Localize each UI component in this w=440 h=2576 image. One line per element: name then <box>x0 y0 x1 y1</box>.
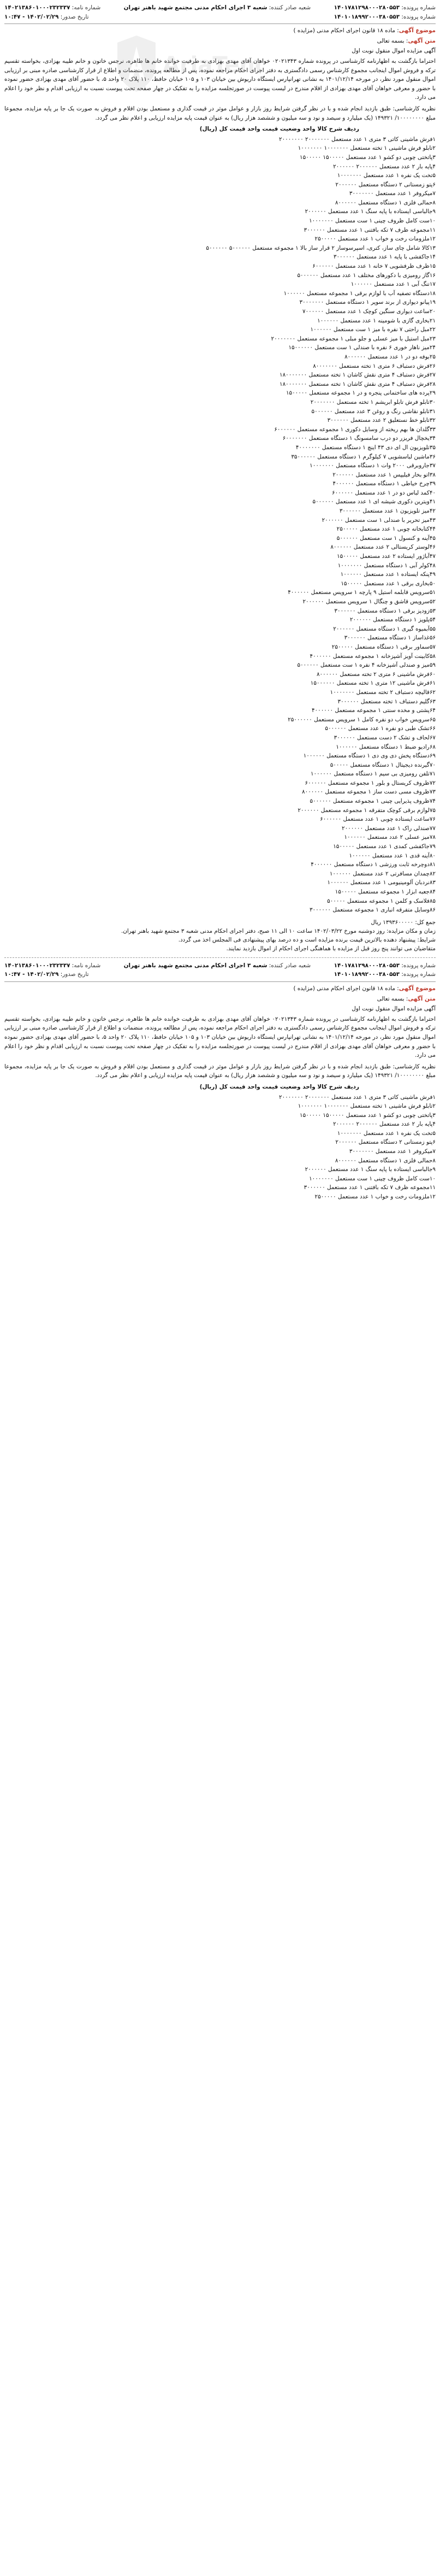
items-list-2 <box>4 1093 436 1202</box>
item-row: ۸حمالی فلزی ۱ دستگاه مستعمل ۸۰۰۰۰۰۰ <box>335 1157 436 1164</box>
item-row: ۷۲ظروف کریستال و بلور ۱ مجموعه مستعمل ۶۰۰۰۰۰۰ <box>305 779 436 786</box>
item-row: ۵۹میز و صندلی آشپزخانه ۴ نفره ۱ ست مستعمل ۵۰۰۰۰۰۰ <box>297 662 436 669</box>
header-middle-2 <box>124 961 311 979</box>
item-row: ۳۷جاروبرقی ۲۰۰۰ وات ۱ دستگاه مستعمل ۱۰۰۰۰۰۰۰ <box>310 462 436 469</box>
item-row: ۷۳ظروف مسی دست ساز ۱ مجموعه مستعمل ۸۰۰۰۰۰۰ <box>302 789 436 796</box>
header-field-value: ۱۴۰۱۷۸۱۲۹۸۰۰۰۲۸۰۵۵۳ <box>334 962 400 969</box>
item-row: ۵۳زودپز برقی ۱ دستگاه مستعمل ۳۰۰۰۰۰۰ <box>334 607 436 614</box>
item-row: ۶۲قالیچه دستباف ۲ تخته مستعمل ۱۰۰۰۰۰۰۰ <box>330 689 436 696</box>
header-field-value: ۱۴۰۲۱۳۸۶۰۱۰۰۰۲۳۲۳۳۷ <box>4 962 70 969</box>
item-row: ۵۴پلوپز ۱ دستگاه مستعمل ۲۰۰۰۰۰۰ <box>349 616 436 624</box>
item-row: ۳۸اتو بخار فیلیپس ۱ عدد مستعمل ۲۰۰۰۰۰۰ <box>332 471 436 478</box>
item-row: ۷۷صندلی راک ۱ عدد مستعمل ۲۰۰۰۰۰۰ <box>342 825 436 832</box>
header-field: شعبه صادر کننده: شعبه ۳ اجرای احکام مدنی مجتمع شهید باهنر تهران <box>123 4 311 11</box>
item-row: ۲تابلو فرش ماشینی ۱ تخته مستعمل ۱۰۰۰۰۰۰۰ ۱۰۰۰۰۰۰۰ <box>298 1103 436 1110</box>
header-field-label: شماره پرونده <box>403 13 436 20</box>
item-row: ۶۳گلیم دستباف ۱ تخته مستعمل ۳۰۰۰۰۰۰ <box>337 698 436 705</box>
item-row: ۴۴کتابخانه چوبی ۱ عدد مستعمل ۲۵۰۰۰۰۰ <box>336 526 436 533</box>
subject-row-2: موضوع آگهی: ماده ۱۸ قانون اجرای احکام مدنی (مزایده ) <box>293 985 436 992</box>
item-row: ۸۱دوچرخه ثابت ورزشی ۱ دستگاه مستعمل ۴۰۰۰۰۰۰ <box>311 861 436 868</box>
subject-label: موضوع آگهی <box>399 27 436 34</box>
item-row: ۷۱تلفن رومیزی بی سیم ۱ دستگاه مستعمل ۱۰۰۰۰۰۰ <box>310 771 436 778</box>
item-row: ۱۷تنگ آبی ۱ عدد مستعمل ۱۰۰۰۰۰۰ <box>350 281 436 288</box>
item-row: ۷میکروفر ۱ عدد مستعمل ۳۰۰۰۰۰۰۰ <box>349 1148 436 1155</box>
recipient-label: متن آگهی <box>408 37 436 44</box>
item-row: ۴پایه بار ۲ عدد مستعمل ۲۰۰۰۰۰۰ ۲۰۰۰۰۰۰ <box>333 163 436 170</box>
item-row: ۱۱مجموعه ظرف ۷ تکه بافتنی ۱ عدد مستعمل ۳۰۰۰۰۰۰ <box>304 226 436 233</box>
header-field-value: ۱۴۰۱۰۱۸۹۹۲۰۰۰۳۸۰۵۵۳ <box>334 13 400 20</box>
recipient-row: متن آگهی: بسمه تعالی <box>377 37 436 44</box>
item-row: ۳۵تلویزیون ال ای دی ۴۳ اینچ ۱ دستگاه مستعمل ۴۰۰۰۰۰۰۰ <box>295 444 436 451</box>
item-row: ۴۱ویترین دکوری شیشه ای ۱ عدد مستعمل ۵۰۰۰۰۰۰ <box>312 498 436 505</box>
recipient-label-2: متن آگهی <box>408 995 436 1002</box>
item-row: ۱۰ست کامل ظروف چینی ۱ ست مستعمل ۱۰۰۰۰۰۰۰ <box>309 217 436 225</box>
item-row: ۲۹پرده های ساختمانی پنجره و در ۱ مجموعه مستعمل ۱۵۰۰۰۰۰ <box>286 390 436 397</box>
intro-paragraph-2: احتراما بازگشت به اظهارنامه کارشناسی در پرونده شماره ۰۲۰۲۱۳۴۳ خواهان آقای مهدی بهزادی به طرفیت خوانده خانم ها طاهره، نرجس خاتون و خانم طیبه بهزادی، بخواسته تقسیم ترکه و فروش اموال اینجانب مجموع کارشناس رسمی دادگستری به دفتر اجرای احکام مراجعه نموده، پس از مطالعه پرونده، منضمات و اطلاع از قرار کارشناسی صادره مبنی بر ارزیابی اموال منقول مورد نظر، در مورخه ۱۴۰۱/۱۲/۱۴ به نشانی تهرانپارس ایستگاه داریوش بین خیابان ۱۰۳ و ۱۰۵ خیابان حافظ، ۱۱۰ پلاک ۲۰ واحد ۵، با حضور آقای مهدی بهزادی حضور نموده با حضور و معرفی خواهان آقای مهدی بهزادی از اقلام مندرج در لیست پیوست در صورتجلسه مزایده را به تفکیک در چهار صفحه تحت پیوست نسبت به ارزیابی اقدام و نظر خود را اعلام می دارد. <box>4 1015 436 1059</box>
recipient-value-2: بسمه تعالی <box>377 995 405 1002</box>
item-row: ۱۵ظرف ظرفشویی ۷ خانه ۱ عدد مستعمل ۶۰۰۰۰۰۰ <box>312 263 436 270</box>
header-field: شماره پرونده: ۱۴۰۱۷۸۱۲۹۸۰۰۰۲۸۰۵۵۳ <box>334 962 436 969</box>
subject-label-2: موضوع آگهی <box>399 985 436 992</box>
header-field-label: شماره پرونده <box>403 971 436 978</box>
header-field-value: ۱۴۰۱۰۱۸۹۹۲۰۰۰۳۸۰۵۵۳ <box>334 971 400 978</box>
item-row: ۱۴جاکفشی با پایه ۱ عدد مستعمل ۳۰۰۰۰۰۰ <box>333 254 436 261</box>
recipient-row-2: متن آگهی: بسمه تعالی <box>377 995 436 1002</box>
item-row: ۸۲چمدان مسافرتی ۲ عدد مستعمل ۱۰۰۰۰۰۰ <box>329 870 436 877</box>
header-left-2 <box>4 961 100 979</box>
header-middle <box>124 3 311 21</box>
footer-line: شرایط: پیشنهاد دهنده بالاترین قیمت برنده مزایده است و ده درصد بهای پیشنهادی فی المجلس اخذ می گردد. <box>178 936 436 943</box>
header-field-label: شماره پرونده <box>403 4 436 11</box>
item-row: ۷۶ساعت ایستاده چوبی ۱ عدد مستعمل ۶۰۰۰۰۰۰ <box>320 816 436 823</box>
notice-title: آگهی مزایده اموال منقول نوبت اول <box>352 48 436 55</box>
item-row: ۲تابلو فرش ماشینی ۱ تخته مستعمل ۱۰۰۰۰۰۰۰ ۱۰۰۰۰۰۰۰ <box>298 145 436 152</box>
subject-value: ماده ۱۸ قانون اجرای احکام مدنی (مزایده ) <box>293 27 395 34</box>
item-row: ۶۶تشک طبی دو نفره ۱ عدد مستعمل ۵۰۰۰۰۰۰ <box>325 725 436 732</box>
item-row: ۲۳مبل استیل با میز عسلی و جلو مبلی ۱ مجموعه مستعمل ۲۰۰۰۰۰۰۰ <box>271 335 436 342</box>
item-row: ۳پاتختی چوبی دو کشو ۱ عدد مستعمل ۱۵۰۰۰۰۰ ۱۵۰۰۰۰۰ <box>300 154 436 161</box>
header-field-label: تاریخ صدور <box>62 971 89 978</box>
item-row: ۸حمالی فلزی ۱ دستگاه مستعمل ۸۰۰۰۰۰۰ <box>335 199 436 206</box>
items-table-header: ردیف شرح کالا واحد وضعیت قیمت واحد قیمت کل (ریال) <box>199 126 359 133</box>
item-row: ۶۸رادیو ضبط ۱ دستگاه مستعمل ۱۰۰۰۰۰۰ <box>336 743 436 750</box>
header-field-value: ۱۴۰۱۷۸۱۲۹۸۰۰۰۲۸۰۵۵۳ <box>334 4 400 11</box>
item-row: ۱۳کالا شامل چای ساز، کتری، اسپرسوساز ۲ قرار ساز بالا ۱ مجموعه مستعمل ۵۰۰۰۰۰۰ ۵۰۰۰۰۰۰ <box>206 244 436 251</box>
header-field-label: تاریخ صدور <box>62 13 89 20</box>
items-table-header-2: ردیف شرح کالا واحد وضعیت قیمت واحد قیمت کل (ریال) <box>199 1083 359 1090</box>
item-row: ۱۸دستگاه تصفیه آب با لوازم برقی ۱ مجموعه مستعمل ۱۰۰۰۰۰۰ <box>283 290 436 297</box>
item-row: ۲۱بخاری گازی با شومینه ۱ عدد مستعمل ۱۰۰۰۰۰۰ <box>317 317 436 324</box>
header-field-value: ۱۴۰۲/۰۲/۲۹ - ۱۰:۴۷ <box>4 13 59 20</box>
item-row: ۳۰تابلو فرش تابلو ابریشم ۱ تخته مستعمل ۲۰۰۰۰۰۰۰ <box>310 398 436 405</box>
item-row: ۳پاتختی چوبی دو کشو ۱ عدد مستعمل ۱۵۰۰۰۰۰ ۱۵۰۰۰۰۰ <box>300 1111 436 1119</box>
item-row: ۱۶گاز رومیزی با دکورهای مختلف ۱ عدد مستعمل ۵۰۰۰۰۰۰ <box>297 272 436 279</box>
item-row: ۸۳نردبان آلومینیومی ۱ عدد مستعمل ۱۰۰۰۰۰۰ <box>327 879 436 886</box>
item-row: ۷۰گیرنده دیجیتال ۱ دستگاه مستعمل ۵۰۰۰۰۰ <box>330 761 436 768</box>
item-row: ۳۱تابلو نقاشی رنگ و روغن ۳ عدد مستعمل ۵۰۰۰۰۰۰ <box>311 408 436 415</box>
footer-line: متقاضیان می توانند پنج روز قبل از مزایده با هماهنگی اجرای احکام از اموال بازدید نمایند. <box>226 945 436 952</box>
item-row: ۶۷لحاف و تشک ۲ دست مستعمل ۳۰۰۰۰۰۰ <box>334 734 436 741</box>
header-field-label: شماره نامه <box>74 962 101 969</box>
svg-text:AriaTender: AriaTen <box>163 52 255 78</box>
item-row: ۴۷آباژور ایستاده ۲ عدد مستعمل ۱۵۰۰۰۰۰ <box>337 553 436 560</box>
item-row: ۱۱مجموعه ظرف ۷ تکه بافتنی ۱ عدد مستعمل ۳۰۰۰۰۰۰ <box>304 1184 436 1191</box>
header-field-value: شعبه ۳ اجرای احکام مدنی مجتمع شهید باهنر تهران <box>123 4 267 11</box>
header-field: تاریخ صدور: ۱۴۰۲/۰۲/۲۹ - ۱۰:۴۷ <box>4 971 89 978</box>
item-row: ۶۴پشتی و مخده سنتی ۱ مجموعه مستعمل ۴۰۰۰۰۰۰ <box>311 707 436 714</box>
header-field-label: شماره پرونده <box>403 962 436 969</box>
intro-paragraph: احتراما بازگشت به اظهارنامه کارشناسی در پرونده شماره ۰۲۰۲۱۳۴۳ خواهان آقای مهدی بهزادی به طرفیت خوانده خانم ها طاهره، نرجس خاتون و خانم طیبه بهزادی، بخواسته تقسیم ترکه و فروش اموال اینجانب مجموع کارشناس رسمی دادگستری به دفتر اجرای احکام مراجعه نموده، پس از مطالعه پرونده، منضمات و اطلاع از قرار کارشناسی صادره مبنی بر ارزیابی اموال منقول مورد نظر، در مورخه ۱۴۰۱/۱۲/۱۴ به نشانی تهرانپارس ایستگاه داریوش بین خیابان ۱۰۳ و ۱۰۵ خیابان حافظ، ۱۱۰ پلاک ۲۰ واحد ۵، با حضور آقای مهدی بهزادی حضور نموده با حضور و معرفی خواهان آقای مهدی بهزادی از اقلام مندرج در لیست پیوست در صورتجلسه مزایده را به تفکیک در چهار صفحه تحت پیوست نسبت به ارزیابی اقدام و نظر خود را اعلام می دارد. <box>4 57 436 101</box>
item-row: ۴۸کولر آبی ۱ دستگاه مستعمل ۱۰۰۰۰۰۰۰ <box>337 562 436 569</box>
header-field-label: شماره نامه <box>74 4 101 11</box>
item-row: ۵تخت یک نفره ۱ عدد مستعمل ۱۰۰۰۰۰۰۰ <box>337 1130 436 1137</box>
item-row: ۳۳گلدان ها بهم ریخته از وسایل دکوری ۱ مجموعه مستعمل ۶۰۰۰۰۰۰ <box>274 426 436 433</box>
item-row: ۸۴جعبه ابزار ۱ مجموعه مستعمل ۱۵۰۰۰۰۰ <box>335 889 436 895</box>
header-right <box>334 3 436 21</box>
item-row: ۶پتو زمستانی ۲ دستگاه مستعمل ۲۰۰۰۰۰۰ <box>335 1139 436 1146</box>
item-row: ۷۸میز عسلی ۲ عدد مستعمل ۱۰۰۰۰۰۰ <box>344 834 436 841</box>
item-row: ۳۴یخچال فریزر دو درب سامسونگ ۱ دستگاه مستعمل ۶۰۰۰۰۰۰۰ <box>282 435 436 442</box>
header-right-2 <box>334 961 436 979</box>
item-row: ۳۲تابلو خط نستعلیق ۲ عدد مستعمل ۳۰۰۰۰۰۰ <box>327 417 436 424</box>
expert-opinion-paragraph-2: نظریه کارشناسی: طبق بازدید انجام شده و با در نظر گرفتن شرایط روز بازار و عوامل موثر در قیمت گذاری و مستعمل بودن اقلام و فروش به صورت یک جا بر پایه مزایده، مجموعا مبلغ ۱۰۰۰۰۰۰۰۰/ ۱۴۹۳۲۱ (یک میلیارد و سیصد و نود و سه میلیون و ششصد هزار ریال) به عنوان قیمت پایه مزایده ارزیابی و اعلام نظر می گردد. <box>4 1063 436 1079</box>
item-row: ۱فرش ماشینی کاتی ۳ متری ۱ عدد مستعمل ۲۰۰۰۰۰۰۰ ۲۰۰۰۰۰۰۰ <box>279 136 436 143</box>
item-row: ۶پتو زمستانی ۲ دستگاه مستعمل ۲۰۰۰۰۰۰ <box>335 181 436 188</box>
item-row: ۳۶ماشین لباسشویی ۷ کیلوگرم ۱ دستگاه مستعمل ۳۵۰۰۰۰۰۰ <box>291 453 436 460</box>
header-field: شماره پرونده: ۱۴۰۱۰۱۸۹۹۲۰۰۰۳۸۰۵۵۳ <box>334 13 436 20</box>
header-field-value: ۱۴۰۲/۰۲/۲۹ - ۱۰:۴۷ <box>4 971 59 978</box>
footer-line: زمان و مکان مزایده: روز دوشنبه مورخ ۱۴۰۲/۰۳/۲۲ ساعت ۱۰ الی ۱۱ صبح، دفتر اجرای احکام مدنی شعبه ۳ مجتمع شهید باهنر تهران. <box>121 927 436 934</box>
item-row: ۶۹دستگاه پخش دی وی دی ۱ دستگاه مستعمل ۱۰۰۰۰۰۰ <box>303 752 436 760</box>
item-row: ۷۹جاکفشی کمدی ۱ عدد مستعمل ۱۵۰۰۰۰۰ <box>333 843 436 850</box>
item-row: ۲۲مبل راحتی ۷ نفره با میز ۱ ست مستعمل ۱۰۰۰۰۰۰ <box>310 326 436 333</box>
item-row: ۲۴میز ناهار خوری ۶ نفره با صندلی ۱ ست مستعمل ۱۵۰۰۰۰۰۰ <box>288 344 436 351</box>
item-row: ۲۷فرش دستباف ۴ متری نقش کاشان ۱ تخته مستعمل ۱۸۰۰۰۰۰۰۰ <box>280 372 436 379</box>
header-field: شعبه صادر کننده: شعبه ۳ اجرای احکام مدنی مجتمع شهید باهنر تهران <box>123 962 311 969</box>
header-field-value: شعبه ۳ اجرای احکام مدنی مجتمع شهید باهنر تهران <box>123 962 267 969</box>
header-field-label: شعبه صادر کننده <box>271 4 311 11</box>
footer-line: جمع کل: ۱۳۹۳۶۰۰۰۰۰ ریال <box>371 919 436 926</box>
header-field: شماره پرونده: ۱۴۰۱۷۸۱۲۹۸۰۰۰۲۸۰۵۵۳ <box>334 4 436 11</box>
document-header <box>4 3 436 24</box>
item-row: ۸۰آینه قدی ۱ عدد مستعمل ۱۰۰۰۰۰۰ <box>349 852 436 859</box>
item-row: ۵۷سماور برقی ۱ دستگاه مستعمل ۲۵۰۰۰۰۰ <box>331 643 436 650</box>
item-row: ۲۵بوفه دو در ۱ عدد مستعمل ۸۰۰۰۰۰۰ <box>344 353 436 360</box>
item-row: ۵۱سرویس قابلمه استیل ۹ پارچه ۱ سرویس مستعمل ۴۰۰۰۰۰۰ <box>288 589 436 596</box>
item-row: ۵۰بخاری برقی ۱ عدد مستعمل ۱۵۰۰۰۰۰ <box>341 580 436 587</box>
item-row: ۸۶وسایل متفرقه انباری ۱ مجموعه مستعمل ۳۰۰۰۰۰۰ <box>309 907 436 914</box>
header-field: شماره نامه: ۱۴۰۲۱۳۸۶۰۱۰۰۰۲۳۲۳۳۷ <box>4 962 101 969</box>
recipient-value: بسمه تعالی <box>377 37 405 44</box>
document-header-2 <box>4 961 436 982</box>
item-row: ۸۵فلاسک و کلمن ۱ مجموعه مستعمل ۵۰۰۰۰۰ <box>327 897 436 904</box>
notice-footer <box>4 918 436 953</box>
header-field: تاریخ صدور: ۱۴۰۲/۰۲/۲۹ - ۱۰:۴۷ <box>4 13 89 20</box>
notice-title-2: آگهی مزایده اموال منقول نوبت اول <box>352 1005 436 1013</box>
item-row: ۵۸کابینت آویز آشپزخانه ۱ مجموعه مستعمل ۴۰۰۰۰۰۰ <box>310 652 436 660</box>
page-separator <box>4 957 436 958</box>
item-row: ۲۰ساعت دیواری سنگین کوچک ۱ عدد مستعمل ۷۰۰۰۰۰۰ <box>302 308 436 315</box>
item-row: ۹جالباسی ایستاده با پایه سنگ ۱ عدد مستعمل ۲۰۰۰۰۰۰ <box>305 1166 436 1173</box>
header-field-label: شعبه صادر کننده <box>271 962 311 969</box>
items-list <box>4 135 436 915</box>
item-row: ۵۵آبمیوه گیری ۱ دستگاه مستعمل ۲۰۰۰۰۰۰ <box>333 625 436 632</box>
header-left <box>4 3 100 21</box>
item-row: ۴پایه بار ۲ عدد مستعمل ۲۰۰۰۰۰۰ ۲۰۰۰۰۰۰ <box>333 1121 436 1128</box>
item-row: ۴۳میز تحریر با صندلی ۱ ست مستعمل ۲۰۰۰۰۰۰ <box>322 516 436 524</box>
item-row: ۹جالباسی ایستاده با پایه سنگ ۱ عدد مستعمل ۲۰۰۰۰۰۰ <box>305 208 436 215</box>
subject-value-2: ماده ۱۸ قانون اجرای احکام مدنی (مزایده ) <box>293 985 395 992</box>
item-row: ۱۲ملزومات رخت و خواب ۱ عدد مستعمل ۲۵۰۰۰۰۰ <box>314 1193 436 1201</box>
item-row: ۵۶غذاساز ۱ دستگاه مستعمل ۳۰۰۰۰۰۰ <box>344 634 436 642</box>
item-row: ۵تخت یک نفره ۱ عدد مستعمل ۱۰۰۰۰۰۰۰ <box>337 172 436 179</box>
item-row: ۱۲ملزومات رخت و خواب ۱ عدد مستعمل ۲۵۰۰۰۰۰ <box>314 236 436 243</box>
item-row: ۲۸فرش دستباف ۴ متری نقش کاشان ۱ تخته مستعمل ۱۸۰۰۰۰۰۰۰ <box>280 380 436 387</box>
header-field-value: ۱۴۰۲۱۳۸۶۰۱۰۰۰۲۳۲۳۳۷ <box>4 4 70 11</box>
item-row: ۷میکروفر ۱ عدد مستعمل ۳۰۰۰۰۰۰۰ <box>349 190 436 197</box>
header-field: شماره پرونده: ۱۴۰۱۰۱۸۹۹۲۰۰۰۳۸۰۵۵۳ <box>334 971 436 978</box>
item-row: ۴۵آینه و کنسول ۱ ست مستعمل ۵۰۰۰۰۰۰ <box>336 534 436 542</box>
item-row: ۴۶لوستر کریستالی ۲ عدد مستعمل ۸۰۰۰۰۰۰ <box>330 544 436 551</box>
item-row: ۷۴ظروف پذیرایی چینی ۱ مجموعه مستعمل ۵۰۰۰۰۰۰ <box>310 798 436 805</box>
item-row: ۴۲میز تلویزیون ۱ عدد مستعمل ۳۰۰۰۰۰۰ <box>339 508 436 515</box>
item-row: ۴۹پنکه ایستاده ۱ عدد مستعمل ۱۰۰۰۰۰۰ <box>340 571 436 578</box>
document <box>0 0 440 1205</box>
item-row: ۵۲سرویس قاشق و چنگال ۱ سرویس مستعمل ۲۰۰۰۰۰۰ <box>302 598 436 605</box>
item-row: ۶۵سرویس خواب دو نفره کامل ۱ سرویس مستعمل ۲۵۰۰۰۰۰۰ <box>288 716 436 723</box>
header-field: شماره نامه: ۱۴۰۲۱۳۸۶۰۱۰۰۰۲۳۲۳۳۷ <box>4 4 101 11</box>
subject-row: موضوع آگهی: ماده ۱۸ قانون اجرای احکام مدنی (مزایده ) <box>293 27 436 34</box>
item-row: ۲۶فرش دستباف ۶ متری ۱ تخته مستعمل ۸۰۰۰۰۰۰۰ <box>313 362 436 369</box>
item-row: ۱۰ست کامل ظروف چینی ۱ ست مستعمل ۱۰۰۰۰۰۰۰ <box>309 1175 436 1182</box>
expert-opinion-paragraph: نظریه کارشناسی: طبق بازدید انجام شده و با در نظر گرفتن شرایط روز بازار و عوامل موثر در قیمت گذاری و مستعمل بودن اقلام و فروش به صورت یک جا بر پایه مزایده، مجموعا مبلغ ۱۰۰۰۰۰۰۰۰/ ۱۴۹۳۲۱ (یک میلیارد و سیصد و نود و سه میلیون و ششصد هزار ریال) به عنوان قیمت پایه مزایده ارزیابی و اعلام نظر می گردد. <box>4 105 436 121</box>
item-row: ۶۱فرش ماشینی ۱۲ متری ۱ تخته مستعمل ۱۵۰۰۰۰۰۰ <box>310 680 436 687</box>
item-row: ۳۹چرخ خیاطی ۱ دستگاه مستعمل ۴۰۰۰۰۰۰ <box>332 480 436 487</box>
item-row: ۴۰کمد لباس دو در ۱ عدد مستعمل ۶۰۰۰۰۰۰ <box>332 489 436 496</box>
item-row: ۷۵لوازم برقی کوچک متفرقه ۱ مجموعه مستعمل ۲۰۰۰۰۰۰ <box>298 807 436 814</box>
item-row: ۱۹پیانو دیواری از برند سوپر ۱ دستگاه مستعمل ۳۰۰۰۰۰۰۰ <box>299 299 436 306</box>
item-row: ۱فرش ماشینی کاتی ۳ متری ۱ عدد مستعمل ۲۰۰۰۰۰۰۰ ۲۰۰۰۰۰۰۰ <box>279 1093 436 1101</box>
item-row: ۶۰فرش ماشینی ۶ متری ۲ تخته مستعمل ۸۰۰۰۰۰۰ <box>316 671 436 678</box>
